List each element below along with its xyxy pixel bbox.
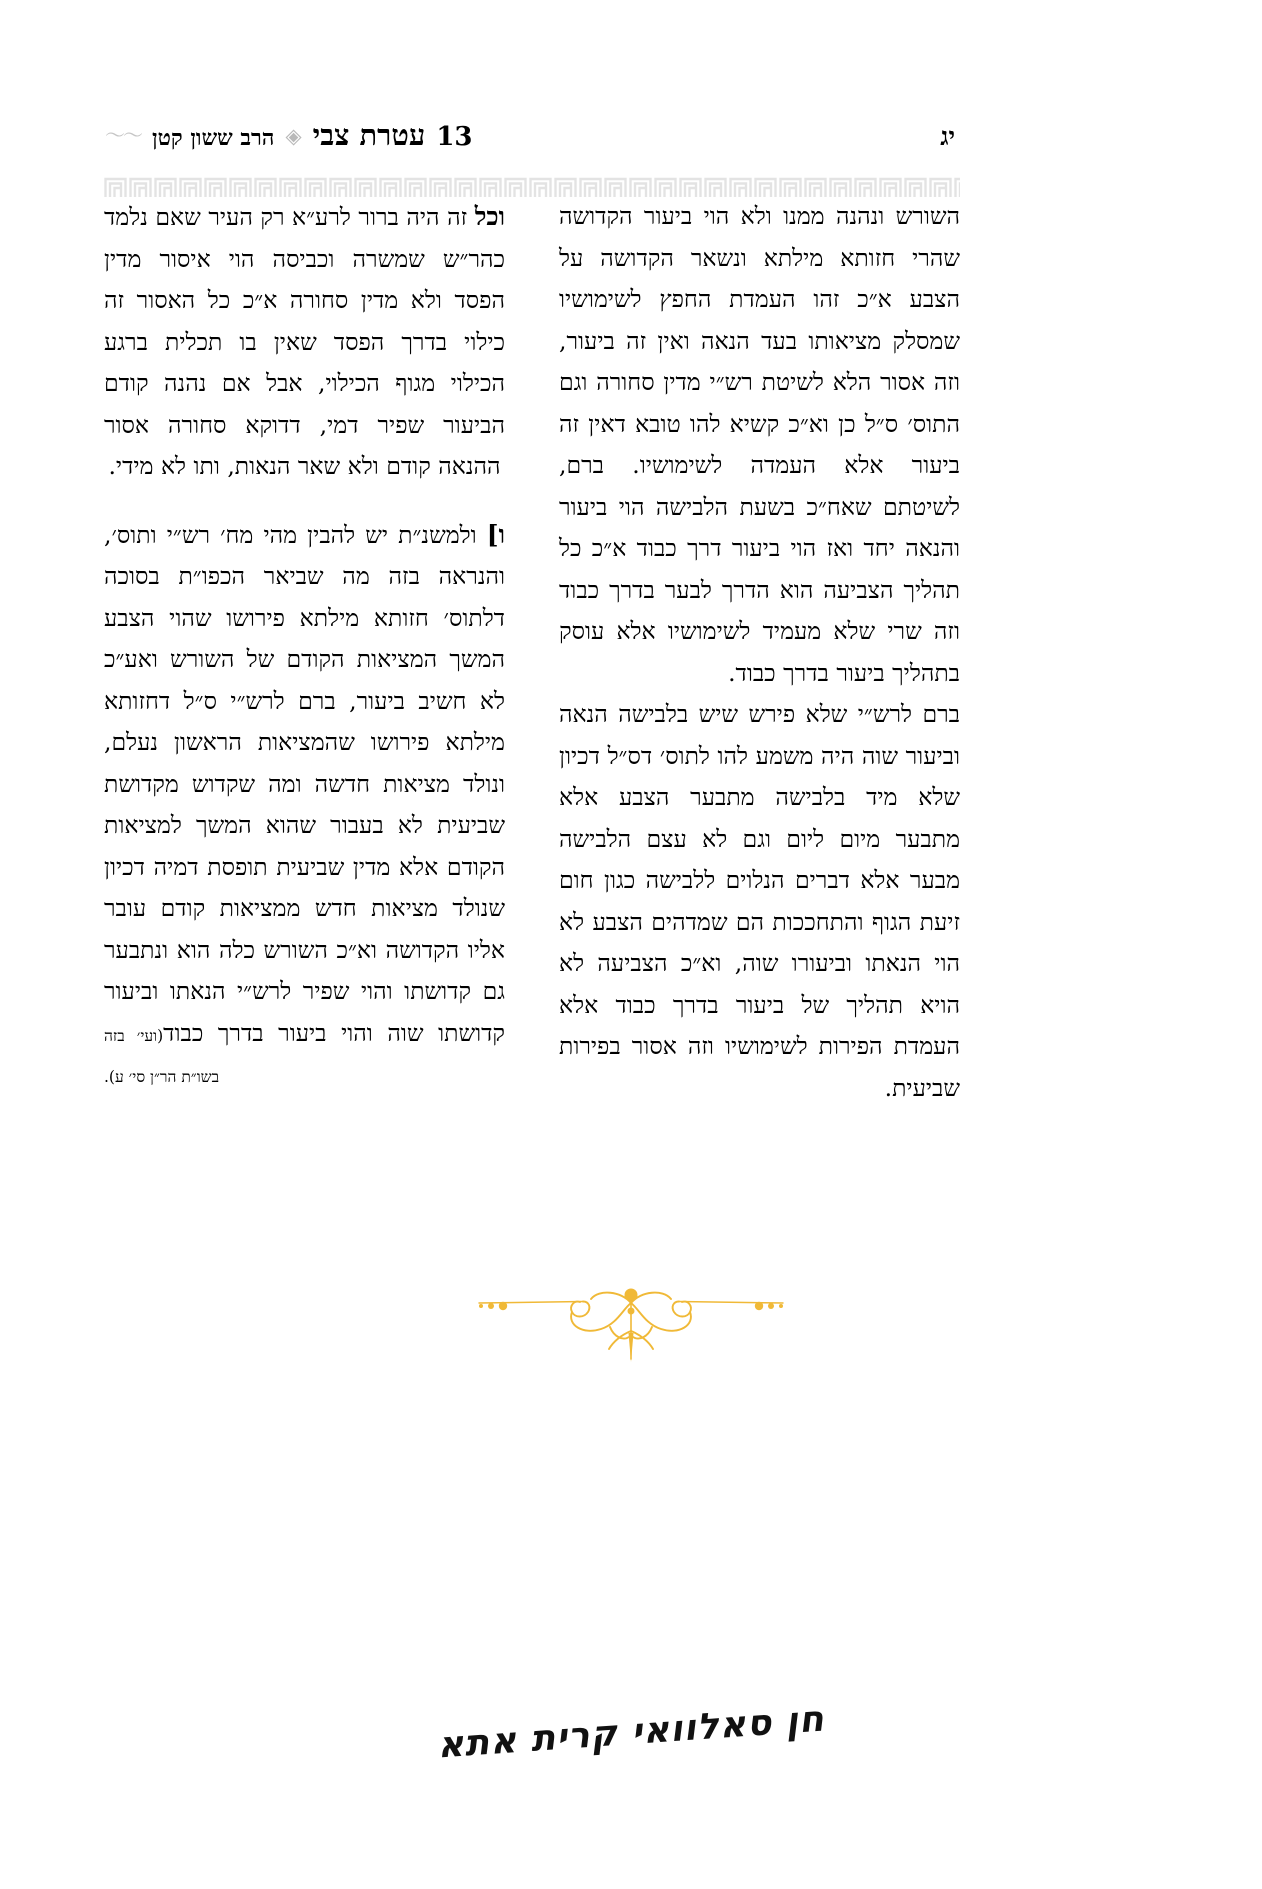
- ornament-dot: [768, 1303, 774, 1309]
- squiggle-ornament-icon: 〜〜: [105, 123, 141, 147]
- paragraph-lead-word: ו]: [486, 519, 505, 549]
- ornament-spine: [629, 1333, 634, 1362]
- paragraph: השורש ונהנה ממנו ולא הוי ביעור הקדושה שהרי חזותא מילתא ונשאר הקדושה על הצבע א״כ זהו העמדת החפץ לשימושיו שמסלק מציאותו בעד הנאה ואין זה ביעור, וזה אסור הלא לשיטת רש״י מדין סחורה וגם התוס׳ ס״ל כן וא״כ קשיא להו טובא דאין זה ביעור אלא העמדה לשימושיו. ברם, לשיטתם שאח״כ בשעת הלבישה הוי ביעור והנאה יחד ואז הוי ביעור דרך כבוד א״כ כל תהליך הצביעה הוא הדרך לבער בדרך כבוד וזה שרי שלא מעמיד לשימושיו אלא עוסק בתהליך ביעור בדרך כבוד.: [559, 202, 960, 687]
- ornament-dot: [499, 1302, 507, 1310]
- header-author: הרב ששון קטן: [152, 125, 275, 151]
- diamond-ornament-icon: ◈: [285, 124, 302, 148]
- paragraph: [104, 196, 505, 488]
- paragraph-body: זה היה ברור לרע״א רק העיר שאם נלמד כהר״ש שמשרה וכביסה הוי איסור מדין הפסד ולא מדין סחורה א״כ כל האסור זה כילוי בדרך הפסד שאין בו תכלית ברגע הכילוי מגוף הכילוי, אבל אם נהנה קודם הביעור שפיר דמי, דדוקא סחורה אסור ההנאה קודם ולא שאר הנאות, ותו לא מידי.: [104, 203, 505, 480]
- running-head: [105, 118, 955, 160]
- column-left: [104, 196, 505, 1086]
- ornament-dot: [628, 1308, 635, 1315]
- gold-filigree-icon: [471, 1285, 791, 1363]
- inline-footnote: (ועי׳ בזה בשו״ת הר״ן סי׳ ע).: [104, 1026, 220, 1086]
- ornament-dot: [479, 1304, 483, 1308]
- paragraph-body: ולמשנ״ת יש להבין מהי מח׳ רש״י ותוס׳, והנראה בזה מה שביאר הכפו״ת בסוכה דלתוס׳ חזותא מילתא פירושו שהוי הצבע המשך המציאות הקודם של השורש ואע״כ לא חשיב ביעור, ברם לרש״י ס״ל דחזותא מילתא פירושו שהמציאות הראשון נעלם, ונולד מציאות חדשה ומה שקדוש מקדושת שביעית לא בעבור שהוא המשך למציאות הקודם אלא מדין שביעית תופסת דמיה דכיון שנולד מציאות חדש ממציאות קודם עובר אליו הקדושה וא״כ השורש כלה הוא ונתבער גם קדושתו והוי שפיר לרש״י הנאתו וביעור קדושתו שוה והוי ביעור בדרך כבוד: [104, 520, 505, 1047]
- section-divider-ornament: [0, 1285, 1262, 1363]
- page-title: עטרת צבי: [312, 118, 426, 152]
- header-page-number: 13: [436, 122, 473, 152]
- text-columns: [104, 196, 960, 1102]
- paragraph-lead-word: וכל: [474, 202, 505, 231]
- watermark-signature: חן סאלוואי קרית אתא: [436, 1698, 826, 1767]
- ornament-dot: [779, 1304, 783, 1308]
- paragraph: ברם לרש״י שלא פירש שיש בלבישה הנאה וביעור שוה היה משמע להו לתוס׳ דס״ל דכיון שלא מיד בלבישה מתבער הצבע אלא מתבער מיום ליום וגם לא עצם הלבישה מבער אלא דברים הנלוים ללבישה כגון חום זיעת הגוף והתחככות הם שמדהים הצבע לא הוי הנאתו וביעורו שוה, וא״כ הצביעה לא הויא תהליך של ביעור בדרך כבוד אלא העמדת הפירות לשימושיו וזה אסור בפירות שביעית.: [559, 700, 960, 1102]
- greek-key-pattern-icon: [104, 176, 960, 198]
- paragraph-spacer: [104, 488, 505, 514]
- ornament-dot: [755, 1302, 763, 1310]
- decorative-border: [104, 176, 960, 198]
- header-folio-label: יג: [940, 122, 955, 151]
- column-right: [559, 196, 960, 1102]
- ornament-dot: [625, 1289, 638, 1302]
- running-head-right-group: [105, 118, 473, 153]
- paragraph: [104, 514, 505, 1096]
- ornament-dot: [488, 1303, 494, 1309]
